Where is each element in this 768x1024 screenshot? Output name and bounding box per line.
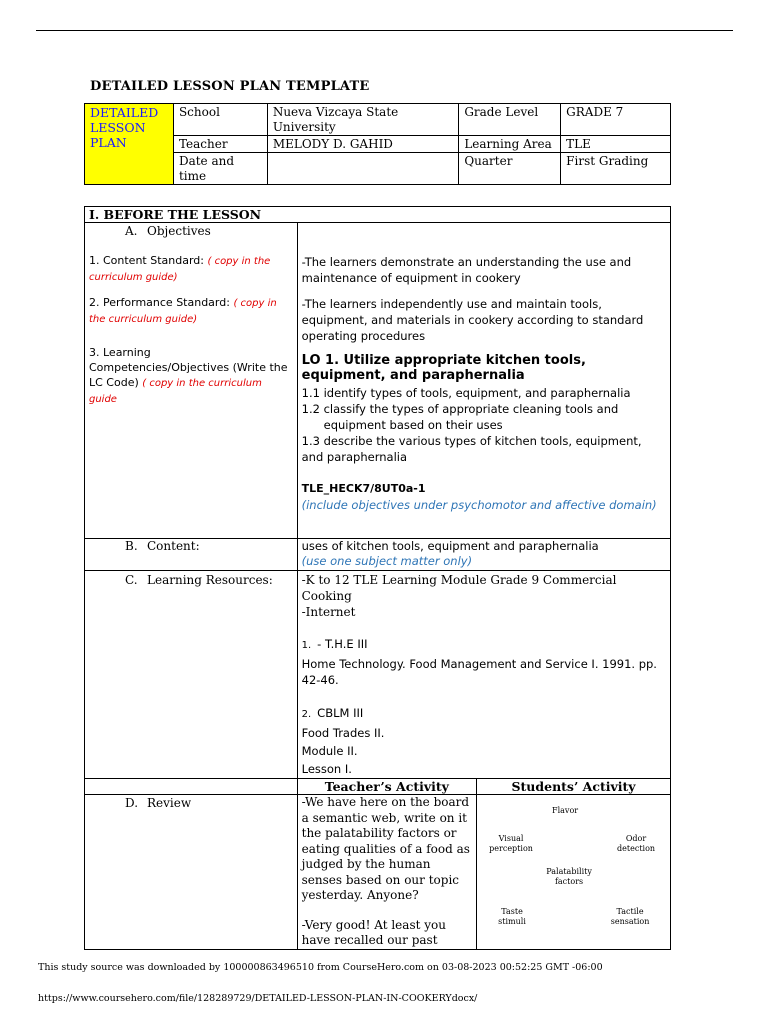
teacher-activity-cell [297,795,476,950]
semantic-web [477,795,659,935]
resource-internet: -Internet [301,605,356,619]
objectives-label: Objectives [147,224,211,238]
lc-code-note: (include objectives under psychomotor and affective domain) [301,498,657,512]
resource-item-1-detail: Home Technology. Food Management and Service I. 1991. pp. 42-46. [301,657,657,687]
resource-item-2-line-1: Food Trades II. [301,726,385,740]
objectives-heading [89,223,293,239]
activity-header-blank [85,779,298,795]
performance-standard-label [89,295,293,327]
performance-standard-text: 2. Performance Standard: [89,296,230,309]
grade-level-value: GRADE 7 [561,104,671,136]
content-letter: B. [125,539,138,553]
lc-code: TLE_HECK7/8UT0a-1 [301,482,426,495]
teacher-activity-header: Teacher’s Activity [297,779,476,795]
content-standard-value: -The learners demonstrate an understanding the use and maintenance of equipment in cookery [301,255,632,285]
performance-standard-value: -The learners independently use and maintain tools, equipment, and materials in cookery according to standard operating procedures [301,297,644,343]
resource-item-2-number: 2. [301,709,312,720]
school-label: School [173,104,267,136]
content-value-cell [297,539,670,571]
content-standard-note: ( copy in the curriculum guide) [89,256,271,283]
web-node-visual-perception: Visual perception [489,834,533,853]
web-node-taste-stimuli: Taste stimuli [498,907,526,926]
resource-module: -K to 12 TLE Learning Module Grade 9 Commercial Cooking [301,573,617,603]
objective-1-1: 1.1 identify types of tools, equipment, and paraphernalia [301,386,631,400]
web-node-flavor: Flavor [552,806,579,815]
teacher-label: Teacher [173,136,267,153]
lesson-plan-label: DETAILED LESSON PLAN [85,104,174,185]
quarter-label: Quarter [459,153,561,185]
review-label-cell [85,795,298,950]
resource-item-2-title: CBLM III [317,706,364,720]
date-time-label: Date and time [173,153,267,185]
resource-item-2 [302,704,666,724]
review-label: Review [147,796,192,810]
objectives-cell [85,223,298,539]
content-label: Content: [147,539,200,553]
review-letter: D. [125,796,139,810]
content-label-cell [85,539,298,571]
objective-1-2: 1.2 classify the types of appropriate cleaning tools and [301,402,619,416]
students-activity-cell [477,795,671,950]
source-url: https://www.coursehero.com/file/128289729/DETAILED-LESSON-PLAN-IN-COOKERYdocx/ [38,993,478,1004]
content-note: (use one subject matter only) [301,554,473,568]
web-node-odor-detection: Odor detection [617,834,656,853]
resource-item-1-number: 1. [301,640,312,651]
students-activity-header: Students’ Activity [477,779,671,795]
competencies-note: ( copy in the curriculum guide [89,378,262,405]
resources-label-cell [85,571,298,779]
date-time-value [267,153,459,185]
resource-item-1-title: - T.H.E III [317,637,368,651]
resources-value-cell [297,571,670,779]
document-title: DETAILED LESSON PLAN TEMPLATE [90,79,370,94]
teacher-activity-prompt: -We have here on the board a semantic web, write on it the palatability factors or eating qualities of a food as judged by the human senses based on our topic yesterday. Anyone? [301,795,470,902]
objectives-content-cell [297,223,670,539]
school-value: Nueva Vizcaya State University [267,104,459,136]
content-standard-label [89,253,293,285]
competencies-label [89,345,293,407]
content-value: uses of kitchen tools, equipment and paraphernalia [301,539,599,553]
resources-label: Learning Resources: [147,573,273,587]
web-node-palatability-factors: Palatability factors [546,867,592,886]
teacher-value: MELODY D. GAHID [267,136,459,153]
learning-area-label: Learning Area [459,136,561,153]
lesson-header-table [84,103,671,185]
objectives-letter: A. [125,224,138,238]
quarter-value: First Grading [561,153,671,185]
performance-standard-note: ( copy in the curriculum guide) [89,298,277,325]
objective-1-2-continued: equipment based on their uses [323,418,503,432]
learning-outcome-title: LO 1. Utilize appropriate kitchen tools, equipment, and paraphernalia [301,353,586,383]
competencies-text: 3. Learning Competencies/Objectives (Write the LC Code) [89,346,288,389]
section-title-before-lesson: I. BEFORE THE LESSON [85,207,671,223]
resources-letter: C. [125,573,138,587]
grade-level-label: Grade Level [459,104,561,136]
lesson-body-table [84,206,671,950]
content-standard-text: 1. Content Standard: [89,254,204,267]
teacher-activity-feedback: -Very good! At least you have recalled our past [301,917,446,947]
download-notice: This study source was downloaded by 100000863496510 from CourseHero.com on 03-08-2023 00:52:25 GMT -06:00 [38,962,603,973]
resource-item-2-line-2: Module II. [301,744,358,758]
web-node-tactile-sensation: Tactile sensation [610,907,650,926]
learning-area-value: TLE [561,136,671,153]
top-divider [36,30,733,31]
resource-item-1 [302,636,666,654]
resource-item-2-line-3: Lesson I. [301,762,352,776]
objective-1-3: 1.3 describe the various types of kitchen tools, equipment, and paraphernalia [301,434,642,464]
